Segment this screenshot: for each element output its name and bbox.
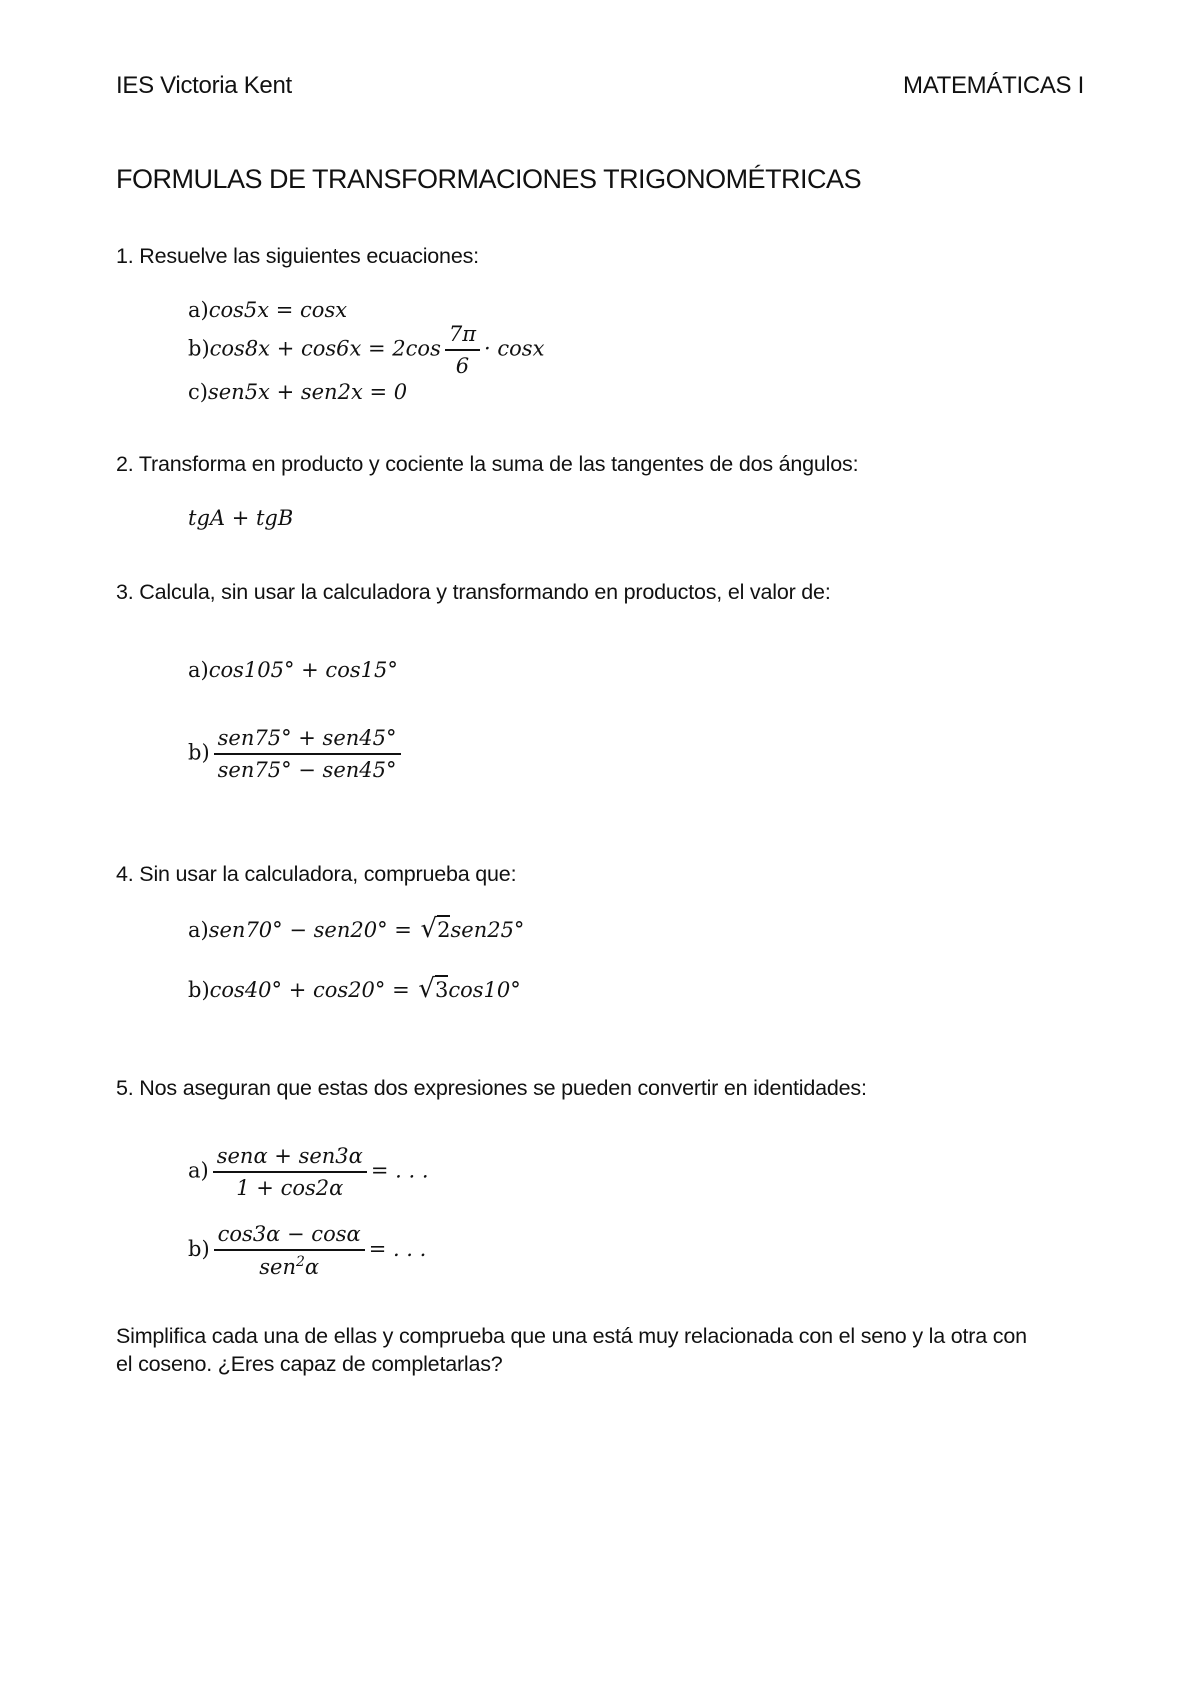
q4-a-label: a) (188, 918, 209, 942)
q5-a-numerator: senα + sen3α (213, 1144, 367, 1173)
q4-b-left: cos40° + cos20° = (209, 978, 410, 1002)
q3-expression-b (188, 726, 405, 782)
header-subject: MATEMÁTICAS I (903, 72, 1084, 99)
q1-b-label: b) (188, 336, 210, 361)
q4-identity-a (188, 914, 524, 944)
q1-c-label: c) (188, 380, 208, 404)
q3-b-fraction (214, 726, 401, 782)
q5-b-den-base: sen (259, 1255, 296, 1279)
q1-b-denominator: 6 (455, 354, 470, 378)
q4-a-left: sen70° − sen20° = (208, 918, 412, 942)
q1-b-numerator: 7π (445, 322, 480, 351)
q4-statement: 4. Sin usar la calculadora, comprueba que: (116, 862, 517, 886)
q5-a-label: a) (188, 1158, 209, 1183)
square-root-icon: √ (418, 974, 435, 1004)
q3-statement: 3. Calcula, sin usar la calculadora y transformando en productos, el valor de: (116, 580, 831, 604)
q5-b-equals: = . . . (368, 1237, 427, 1261)
q5-conclusion-line1: Simplifica cada una de ellas y comprueba que una está muy relacionada con el seno y la otra con (116, 1324, 1027, 1348)
q5-b-den-exponent: 2 (295, 1254, 305, 1270)
q1-equation-a (188, 298, 347, 322)
header-school: IES Victoria Kent (116, 72, 292, 99)
q4-a-radicand: 2 (437, 915, 450, 942)
q3-b-numerator: sen75° + sen45° (214, 726, 401, 755)
q3-a-label: a) (188, 658, 209, 682)
q1-a-label: a) (188, 298, 209, 322)
q1-equation-c (188, 380, 407, 404)
q5-expression-a (188, 1144, 429, 1200)
q5-statement: 5. Nos aseguran que estas dos expresiones se pueden convertir en identidades: (116, 1076, 867, 1100)
q3-expression-a (188, 658, 398, 682)
q2-statement: 2. Transforma en producto y cociente la suma de las tangentes de dos ángulos: (116, 452, 859, 476)
q1-c-expr: sen5x + sen2x = 0 (207, 380, 408, 404)
square-root-icon: √ (420, 914, 438, 944)
q5-a-equals: = . . . (370, 1158, 429, 1183)
q4-b-radicand: 3 (435, 975, 448, 1002)
q1-b-fraction (445, 322, 480, 378)
q1-b-left: cos8x + cos6x = 2cos (209, 336, 441, 361)
q1-a-expr: cos5x = cosx (208, 298, 348, 322)
q1-statement: 1. Resuelve las siguientes ecuaciones: (116, 244, 479, 268)
q3-b-denominator: sen75° − sen45° (217, 758, 397, 782)
q3-b-label: b) (188, 740, 210, 765)
q3-a-expr: cos105° + cos15° (208, 658, 398, 682)
q5-b-numerator: cos3α − cosα (214, 1222, 365, 1251)
q5-b-label: b) (188, 1237, 210, 1261)
q4-b-label: b) (188, 978, 210, 1002)
q2-expression: tgA + tgB (188, 506, 294, 530)
q1-equation-b (188, 322, 544, 378)
q4-b-right: cos10° (448, 978, 521, 1002)
q1-b-right: · cosx (484, 336, 545, 361)
q5-b-fraction (214, 1222, 365, 1279)
q5-a-denominator: 1 + cos2α (236, 1176, 344, 1200)
q4-a-right: sen25° (450, 918, 525, 942)
q5-b-den-variable: α (304, 1255, 320, 1279)
q5-b-denominator (214, 1251, 365, 1279)
page-title: FORMULAS DE TRANSFORMACIONES TRIGONOMÉTRICAS (116, 164, 862, 194)
q4-identity-b (188, 974, 521, 1004)
q5-conclusion-line2: el coseno. ¿Eres capaz de completarlas? (116, 1352, 503, 1376)
q5-a-fraction (213, 1144, 367, 1200)
q5-expression-b (188, 1222, 426, 1279)
